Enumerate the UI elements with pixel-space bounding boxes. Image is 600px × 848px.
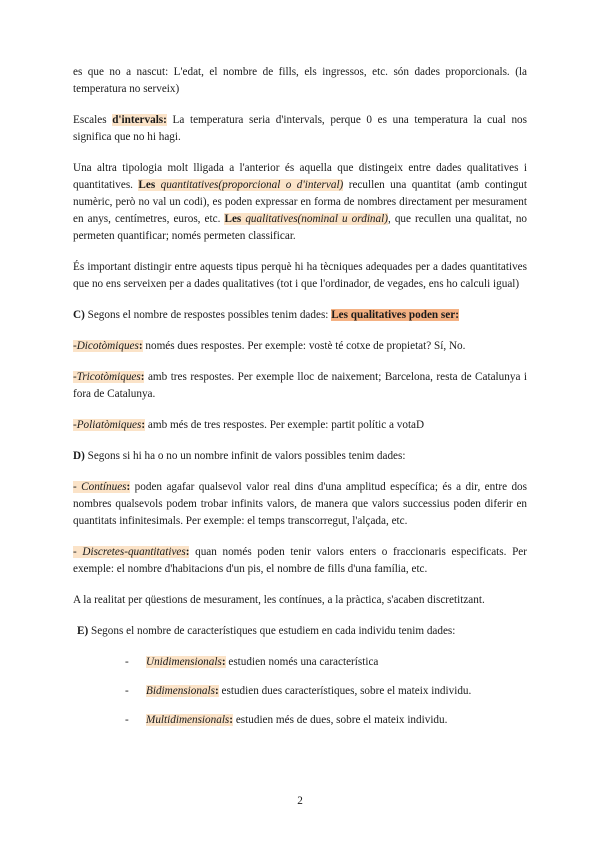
document-page — [73, 64, 527, 741]
paragraph-intervals — [73, 112, 527, 146]
qq-text-c: , que recullen una qualitat, no permeten quantificar; només permeten classificar. — [73, 213, 528, 242]
item-discretes — [73, 544, 527, 578]
section-c-label: C) — [73, 309, 85, 321]
quantitative-les: Les — [138, 179, 156, 191]
list-item-multidimensionals — [73, 712, 527, 729]
bidimensionals-colon: : — [215, 685, 219, 697]
intervals-lead: Escales — [73, 114, 113, 126]
list-dash: - — [125, 714, 129, 726]
item-poliatomiques — [73, 417, 527, 434]
continues-dash: - — [73, 481, 82, 493]
list-dash: - — [125, 656, 129, 668]
tricotomiques-term: -Tricotòmiques — [73, 371, 141, 383]
quantitative-term: quantitatives(proporcional o d'interval) — [155, 179, 344, 191]
dimension-list — [73, 654, 527, 729]
paragraph-reality: A la realitat per qüestions de mesurament, les contínues, a la pràctica, s'acaben discretitzant. — [73, 594, 485, 606]
unidimensionals-text: estudien només una característica — [225, 656, 379, 668]
poliatomiques-text: amb més de tres respostes. Per exemple: partit polític a votaD — [145, 419, 425, 431]
section-c-text: Segons el nombre de respostes possibles tenim dades: — [84, 309, 332, 321]
multidimensionals-text: estudien més de dues, sobre el mateix individu. — [233, 714, 448, 726]
page-number: 2 — [297, 795, 303, 807]
item-dicotomiques — [73, 338, 527, 355]
dicotomiques-colon: : — [138, 340, 143, 352]
item-continues — [73, 479, 527, 530]
section-e — [73, 623, 527, 640]
continues-colon: : — [126, 481, 131, 493]
discretes-text: quan només poden tenir valors enters o fraccionaris especificats. Per exemple: el nombre d'habitacions d'un pis, el nombre de fills d'una família, etc. — [73, 546, 527, 575]
paragraph-proportional: es que no a nascut: L'edat, el nombre de fills, els ingressos, etc. són dades proporcionals. (la temperatura no serveix) — [73, 66, 527, 95]
section-e-text: Segons el nombre de característiques que estudiem en cada individu tenim dades: — [88, 625, 456, 637]
bidimensionals-term: Bidimensionals — [146, 685, 215, 697]
tricotomiques-colon: : — [140, 371, 145, 383]
multidimensionals-term: Multidimensionals — [146, 714, 230, 726]
dicotomiques-term: -Dicotòmiques — [73, 340, 139, 352]
tricotomiques-text: amb tres respostes. Per exemple lloc de naixement; Barcelona, resta de Catalunya i fora de Catalunya. — [73, 371, 527, 400]
intervals-text: La temperatura seria d'intervals, perque 0 es una temperatura la cual nos significa que no hi hagi. — [73, 114, 528, 143]
list-item-unidimensionals — [73, 654, 527, 671]
poliatomiques-term: -Poliatòmiques — [73, 419, 142, 431]
dicotomiques-text: només dues respostes. Per exemple: vostè té cotxe de propietat? Sí, No. — [142, 340, 466, 352]
section-d-label: D) — [73, 450, 85, 462]
section-c-highlight: Les qualitatives poden ser: — [331, 309, 459, 321]
unidimensionals-term: Unidimensionals — [146, 656, 222, 668]
section-d — [73, 448, 527, 465]
section-c — [73, 307, 527, 324]
discretes-dash: - — [73, 546, 83, 558]
list-dash: - — [125, 685, 129, 697]
section-e-label: E) — [77, 625, 89, 637]
unidimensionals-colon: : — [221, 656, 226, 668]
multidimensionals-colon: : — [229, 714, 234, 726]
section-d-text: Segons si hi ha o no un nombre infinit de valors possibles tenim dades: — [84, 450, 406, 462]
paragraph-qualitative-quantitative — [73, 160, 527, 245]
discretes-term: Discretes-quantitatives — [82, 546, 186, 558]
qualitative-term: qualitatives(nominal u ordinal) — [241, 213, 388, 225]
poliatomiques-colon: : — [141, 419, 146, 431]
qualitative-les: Les — [224, 213, 242, 225]
qq-text-a: Una altra tipologia molt lligada a l'anterior és aquella que distingeix entre dades qualitatives i quantitatives. — [73, 162, 527, 191]
qq-text-b: recullen una quantitat (amb contingut numèric, però no val un codi), es poden expressar en forma de nombres directament per mesurament en anys, centímetres, euros, etc. — [73, 179, 527, 225]
continues-text: poden agafar qualsevol valor real dins d'una amplitud específica; és a dir, entre dos nombres qualsevols podem trobar infinits valors, de manera que valors successius poden diferir en quantitats infinitesimals. Per exemple: el temps transcorregut, l'alçada, etc. — [73, 481, 527, 527]
paragraph-important: És important distingir entre aquests tipus perquè hi ha tècniques adequades per a dades quantitatives que no ens serveixen per a dades qualitatives (tot i que l'ordinador, de vegades, ens ho calculi igual) — [73, 261, 527, 290]
list-item-bidimensionals — [73, 683, 527, 700]
bidimensionals-text: estudien dues característiques, sobre el mateix individu. — [218, 685, 472, 697]
discretes-colon: : — [185, 546, 190, 558]
continues-term: Contínues — [81, 481, 127, 493]
item-tricotomiques — [73, 369, 527, 403]
intervals-term: d'intervals: — [112, 114, 167, 126]
